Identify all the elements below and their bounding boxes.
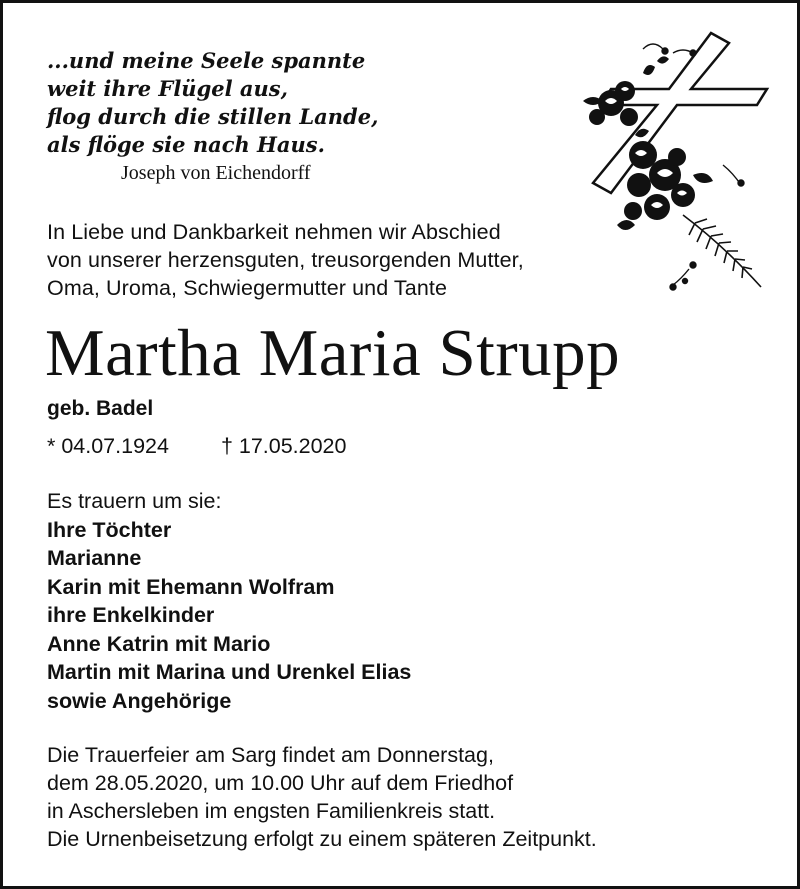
poem-author: Joseph von Eichendorff — [121, 162, 311, 184]
mourners-heading: Es trauern um sie: — [47, 489, 222, 513]
intro-line: In Liebe und Dankbarkeit nehmen wir Abschied — [47, 220, 501, 244]
mourner-entry: sowie Angehörige — [47, 688, 232, 713]
service-info — [47, 741, 597, 853]
mourner-entry: Anne Katrin mit Mario — [47, 631, 271, 656]
service-line: Die Trauerfeier am Sarg findet am Donnerstag, — [47, 743, 494, 767]
service-line: dem 28.05.2020, um 10.00 Uhr auf dem Friedhof — [47, 771, 514, 795]
poem-line: weit ihre Flügel aus, — [47, 76, 288, 101]
deceased-name: Martha Maria Strupp — [45, 316, 621, 390]
mourner-entry: Ihre Töchter — [47, 517, 172, 542]
birth-date: * 04.07.1924 — [47, 434, 169, 458]
life-dates — [47, 431, 346, 461]
mourner-entry: Marianne — [47, 546, 142, 570]
poem-quote — [47, 47, 378, 187]
mourner-entry: ihre Enkelkinder — [47, 603, 215, 627]
mourner-entry: Karin mit Ehemann Wolfram — [47, 574, 335, 599]
service-line: Die Urnenbeisetzung erfolgt zu einem späteren Zeitpunkt. — [47, 827, 597, 851]
intro-line: von unserer herzensguten, treusorgenden Mutter, — [47, 248, 524, 272]
maiden-name: geb. Badel — [47, 397, 154, 420]
intro-line: Oma, Uroma, Schwiegermutter und Tante — [47, 276, 448, 300]
mourners-list — [47, 487, 411, 715]
mourner-entry: Martin mit Marina und Urenkel Elias — [47, 660, 412, 684]
poem-line: flog durch die stillen Lande, — [47, 104, 379, 129]
service-line: in Aschersleben im engsten Familienkreis statt. — [47, 799, 496, 823]
death-date: † 17.05.2020 — [220, 434, 347, 458]
cross-with-roses-icon — [573, 25, 773, 300]
poem-line: ...und meine Seele spannte — [47, 48, 366, 73]
poem-line: als flöge sie nach Haus. — [47, 132, 325, 157]
intro-text — [47, 218, 524, 302]
